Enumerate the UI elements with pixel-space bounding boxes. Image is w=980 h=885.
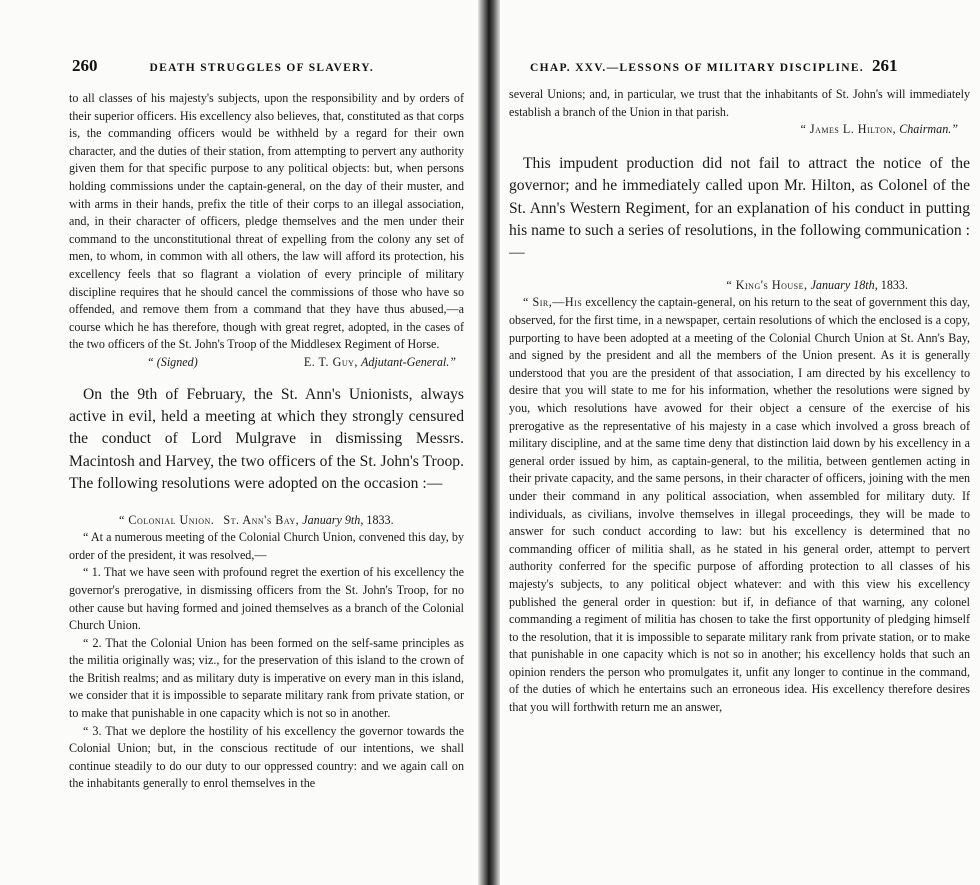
- heading-date: January 9th,: [302, 512, 364, 527]
- signed-label: “ (Signed): [147, 354, 198, 369]
- left-page-header: [72, 56, 464, 78]
- letter-heading: [509, 277, 970, 295]
- letter-salutation: “ Sir,—His: [523, 295, 583, 310]
- heading-year: 1833.: [366, 512, 394, 527]
- left-para-2: On the 9th of February, the St. Ann's Unionists, always active in evil, held a meeting at which they strongly censured the conduct of Lord Mulgrave in dismissing Messrs. Macintosh and Harvey, the two officers of the St. John's Troop. The following resolutions were adopted on the occasion :—: [69, 385, 464, 493]
- letter-date: January 18th,: [810, 277, 878, 292]
- resolution-1: “ 1. That we have seen with profound regret the exertion of his excellency the governor's prerogative, in dismissing officers from the St. John's Troop, for no other cause but having formed and joined themselves as a branch of the Colonial Church Union.: [69, 565, 464, 633]
- right-page-header: [530, 56, 970, 78]
- right-running-head: CHAP. XXV.—LESSONS OF MILITARY DISCIPLINE.: [530, 62, 864, 74]
- right-page-number: 261: [871, 56, 898, 75]
- letter-body: [509, 294, 970, 716]
- heading-org: “ Colonial Union.: [119, 512, 215, 527]
- left-para-3: “ At a numerous meeting of the Colonial Church Union, convened this day, by order of the president, it was resolved,—: [69, 530, 464, 562]
- signed-name: E. T. Guy,: [303, 354, 358, 369]
- signature-line: [69, 354, 464, 372]
- left-page-body: [69, 90, 464, 793]
- right-page-body: [509, 86, 970, 717]
- signed-by: [304, 354, 456, 372]
- heading-place: St. Ann's Bay,: [223, 512, 300, 527]
- left-page-number: 260: [72, 56, 98, 75]
- chairman-signature: [509, 121, 970, 139]
- chairman-name: “ James L. Hilton,: [800, 122, 897, 137]
- letter-body-text: excellency the captain-general, on his return to the seat of government this day, observed, for the first time, in a newspaper, certain resolutions of which the enclosed is a copy, purporting to have been adopted at a meeting of the Colonial Church Union at St. Ann's Bay, and signed by the president and all the members of the Union present. As it is generally understood that you are the president of that association, I am directed by his excellency to desire that you will state to me for his information, whether the resolutions were signed by you, which resolutions have avowed for their object a censure of the exercise of his prerogative as the representative of his majesty in a case which involved a gross breach of military discipline, and at the same time deny that distinction laid down by his excellency in a general order issued by him, as captain-general, to the militia, between gentlemen acting in their private capacity, and the same persons, in their character of officers, joining with the men under their command in any political association, when assembled for military duty. If individuals, as civilians, involve themselves in illegal proceedings, they will be made to answer for such conduct according to law: but his excellency is determined that no commanding officer of militia shall, as he stated in his general order, attempt to pervert authority conferred for the specific purpose of affording protection to all classes of his majesty's subjects, to any political object whatever: and with this view his excellency published the general order in question: but if, in defiance of that warning, any colonel commanding a regiment of militia has chosen to take the first opportunity of pledging himself to the resolution, that it is impossible to separate military rank from private station, or to make that punishable in one capacity which is not so in another; his excellency holds that such an opinion renders the person who promulgates it, unfit any longer to continue in the command, of the duties of which he entertains such an erroneous idea. His excellency therefore desires that you will forthwith return me an answer,: [509, 295, 970, 715]
- chairman-title: Chairman.”: [899, 122, 958, 137]
- resolution-2: “ 2. That the Colonial Union has been formed on the self-same principles as the militia originally was; viz., for the preservation of this island to the crown of the British realms; and as military duty is imperative on every man in this island, we consider that it is impossible to separate military rank from private station, or to make that punishable in one capacity which is not so in another.: [69, 635, 464, 721]
- signed-title: Adjutant-General.”: [360, 354, 456, 369]
- left-page: [0, 0, 478, 885]
- resolutions-heading: [69, 512, 464, 530]
- letter-place: “ King's House,: [726, 277, 808, 292]
- left-running-head: DEATH STRUGGLES OF SLAVERY.: [149, 62, 375, 74]
- right-para-2: This impudent production did not fail to attract the notice of the governor; and he immediately called upon Mr. Hilton, as Colonel of the St. Ann's Western Regiment, for an explanation of his conduct in putting his name to such a series of resolutions, in the following communication :—: [509, 154, 970, 262]
- right-page: [500, 0, 980, 885]
- left-para-1: to all classes of his majesty's subjects, upon the responsibility and by orders of their superior officers. His excellency also believes, that, constituted as that corps is, the commanding officers would be withheld by a regard for their own character, and the duties of their station, from attempting to pervert any authority given them for that specific purpose to any political objects: but, when persons holding commissions under the captain-general, on the day of their muster, and with arms in their hands, prefix the title of their corps to an illegal association, and, in their character of officers, pledge themselves and the men under their command to the unconstitutional threat of expelling from the colony any set of men, to whom, in common with all others, the law will afford its protection, his excellency feels that so flagrant a violation of every principle of military discipline requires that he should cancel the commissions of those who have so offended, and remove them from a command that they have thus abused,—a course which he has therefore, though with great regret, adopted, in the cases of the two officers of the St. John's Troop of the Middlesex Regiment of Horse.: [69, 91, 464, 352]
- book-gutter: [478, 0, 500, 885]
- resolution-3: “ 3. That we deplore the hostility of his excellency the governor towards the Colonial Union; but, in the conscious rectitude of our intentions, we shall continue steadily to do our duty to our oppressed country: and we again call on the inhabitants generally to enrol themselves in the: [69, 723, 464, 791]
- letter-year: 1833.: [880, 277, 908, 292]
- right-para-1: several Unions; and, in particular, we trust that the inhabitants of St. John's will immediately establish a branch of the Union in that parish.: [509, 87, 970, 119]
